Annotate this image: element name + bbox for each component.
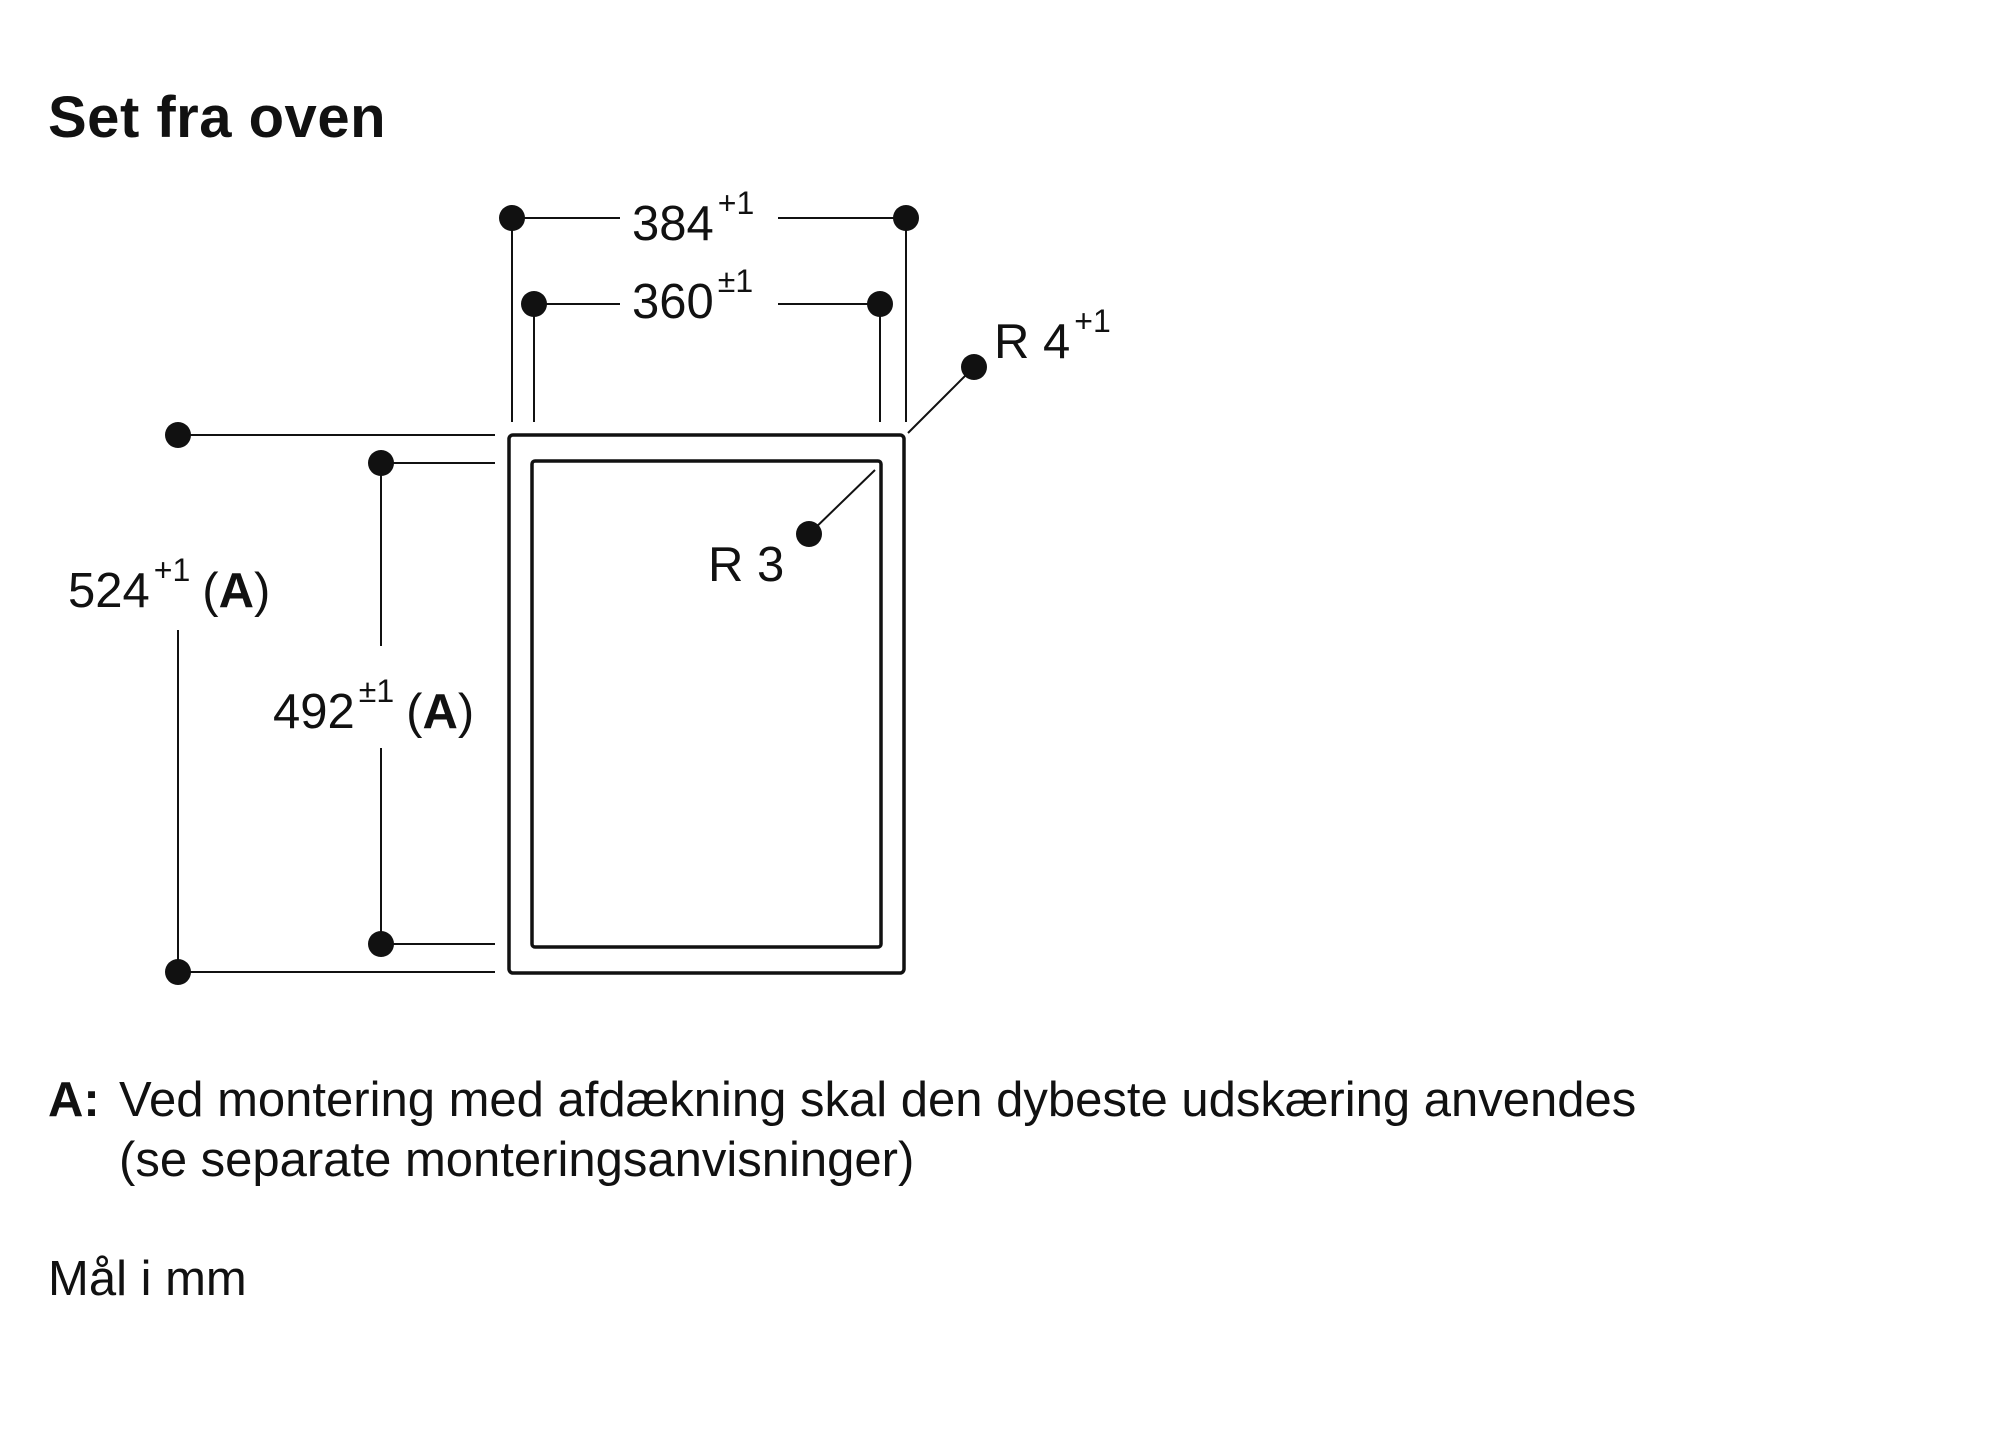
inner-radius-leader xyxy=(809,470,875,534)
outer-depth-dot-top xyxy=(165,422,191,448)
footnote-key: A: xyxy=(48,1073,100,1127)
inner-depth-ref-close: ) xyxy=(457,685,475,739)
outer-radius-value: R 4 xyxy=(994,315,1071,369)
inner-width-dot-left xyxy=(521,291,547,317)
inner-depth-tolerance: ±1 xyxy=(358,673,395,709)
inner-width-label xyxy=(632,263,753,329)
outer-depth-dot-bottom xyxy=(165,959,191,985)
outer-radius-dot xyxy=(961,354,987,380)
inner-depth-label xyxy=(273,673,474,739)
outer-depth-ref-close: ) xyxy=(253,564,271,618)
inner-depth-dot-top xyxy=(368,450,394,476)
outer-width-tolerance: +1 xyxy=(717,185,755,221)
outer-depth-label xyxy=(68,552,270,618)
outer-width-label xyxy=(632,185,754,251)
outer-cutout-outline xyxy=(509,435,904,973)
inner-depth-ref: A xyxy=(422,685,458,739)
inner-radius-label: R 3 xyxy=(708,538,785,592)
outer-width-dot-left xyxy=(499,205,525,231)
outer-depth-ref-open: ( xyxy=(202,564,219,618)
footnote-line-1: Ved montering med afdækning skal den dybeste udskæring anvendes xyxy=(119,1073,1637,1127)
page-title: Set fra oven xyxy=(48,85,386,150)
inner-width-dot-right xyxy=(867,291,893,317)
inner-width-value: 360 xyxy=(632,275,714,329)
outer-width-dot-right xyxy=(893,205,919,231)
inner-depth-dot-bottom xyxy=(368,931,394,957)
unit-note: Mål i mm xyxy=(48,1252,247,1306)
outer-radius-label xyxy=(994,303,1111,369)
outer-width-value: 384 xyxy=(632,197,714,251)
inner-cutout-outline xyxy=(532,461,881,947)
footnote-text xyxy=(119,1070,1919,1190)
inner-radius-dot xyxy=(796,521,822,547)
inner-depth-value: 492 xyxy=(273,685,355,739)
outer-radius-leader xyxy=(908,367,974,433)
outer-radius-tolerance: +1 xyxy=(1074,303,1111,339)
inner-depth-ref-open: ( xyxy=(406,685,423,739)
outer-depth-value: 524 xyxy=(68,564,150,618)
outer-depth-ref: A xyxy=(218,564,254,618)
footnote-line-2: (se separate monteringsanvisninger) xyxy=(119,1133,915,1187)
inner-width-tolerance: ±1 xyxy=(717,263,754,299)
outer-depth-tolerance: +1 xyxy=(153,552,191,588)
